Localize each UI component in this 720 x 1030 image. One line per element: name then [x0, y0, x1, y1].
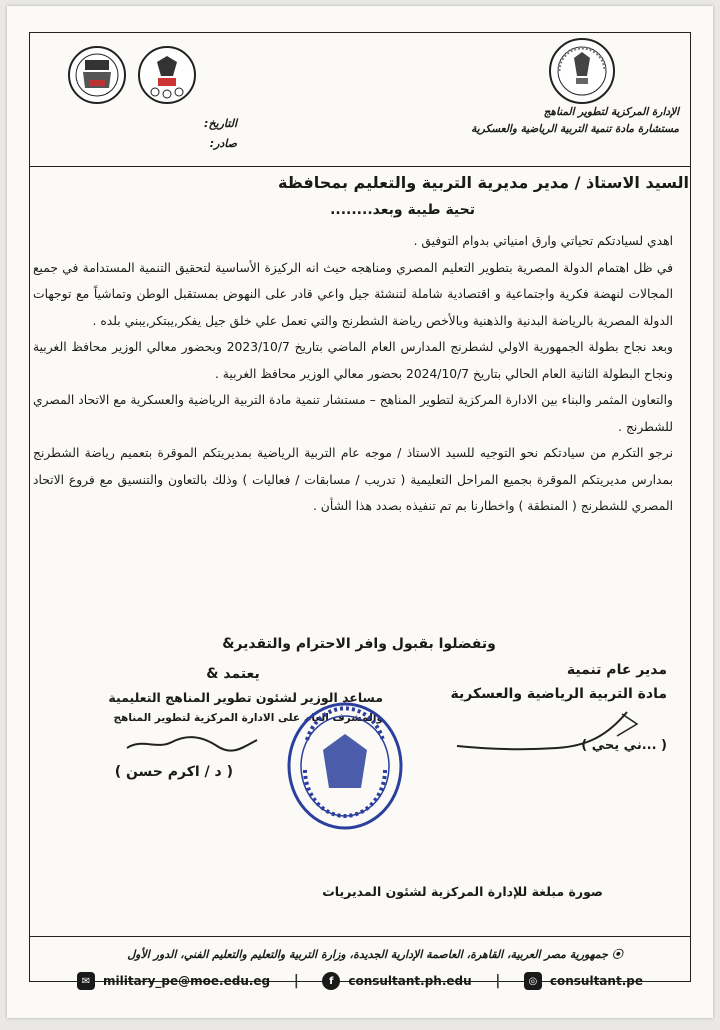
separator: |	[495, 973, 501, 989]
separator: |	[293, 973, 299, 989]
department-name: الإدارة المركزية لتطوير المناهج	[543, 106, 679, 118]
left-signer-name: ( د / اكرم حسن )	[114, 764, 233, 780]
addressee: السيد الاستاذ / مدير مديرية التربية والتعليم بمحافظة	[277, 173, 689, 192]
letter-body	[33, 228, 673, 520]
address-text: جمهورية مصر العربية، القاهرة، العاصمة الإدارية الجديدة، وزارة التربية والتعليم والتعليم الفني، الدور الأول	[127, 948, 608, 961]
facebook-text: consultant.ph.edu	[348, 974, 472, 988]
header-divider	[29, 166, 691, 167]
contact-row	[77, 968, 643, 994]
right-signature-scribble	[437, 706, 647, 766]
footer-divider	[29, 936, 691, 937]
footer-address	[85, 946, 665, 962]
right-signer-title1: مدير عام تنمية	[566, 662, 667, 678]
greeting: تحية طيبة وبعد........	[330, 202, 475, 218]
location-pin-icon: ⦿	[607, 948, 623, 961]
approval-label: يعتمد &	[206, 666, 260, 682]
ministry-seal-logo	[547, 36, 617, 106]
facebook-contact[interactable]	[322, 972, 471, 990]
email-text: military_pe@moe.edu.eg	[103, 974, 271, 988]
education-logo	[139, 47, 195, 103]
header-meta	[117, 114, 237, 154]
email-icon: ✉	[77, 972, 95, 990]
date-label: التاريخ:	[204, 117, 237, 130]
paragraph: اهدي لسيادتكم تحياتي وارق امنياتي بدوام التوفيق .	[413, 234, 673, 248]
right-signer-title2: مادة التربية الرياضية والعسكرية	[450, 686, 667, 702]
official-stamp	[285, 700, 405, 832]
left-signer-title2: والمشرف العام على الادارة المركزية لتطوير المناهج	[113, 712, 383, 724]
outgoing-label: صادر:	[209, 137, 237, 150]
left-signer-title1: مساعد الوزير لشئون تطوير المناهج التعليمية	[108, 690, 383, 705]
consultancy-name: مستشارة مادة تنمية التربية الرياضية والعسكرية	[471, 123, 679, 135]
closing-line: وتفضلوا بقبول وافر الاحترام والتقدير&	[222, 636, 496, 652]
paragraph: والتعاون المثمر والبناء بين الادارة المركزية لتطوير المناهج – مستشار تنمية مادة التربية الرياضية والعسكرية مع الاتحاد المصري للشطرنج .	[33, 393, 673, 434]
paragraph: وبعد نجاح بطولة الجمهورية الاولي لشطرنج المدارس العام الماضي بتاريخ 2023/10/7 وبحضور معالي الوزير محافظ الغربية ونجاح البطولة الثانية العام الحالي بتاريخ 2024/10/7 بحضور معالي الوزير محافظ الغربية .	[33, 340, 673, 381]
paragraph: نرجو التكرم من سيادتكم نحو التوجيه للسيد الاستاذ / موجه عام التربية الرياضية بمديريتكم الموقرة بتعميم رياضة الشطرنج بمدارس مديريتكم الموقرة بجميع المراحل التعليمية ( تدريب / مسابقات / فعاليات ) وذلك بالتعاون والتنسيق مع فروع الاتحاد المصري للشطرنج ( المنطقة ) واخطارنا بم تم تنفيذه بصدد هذا الشأن .	[33, 446, 673, 513]
right-signer-name: ( ...ني يحي )	[581, 738, 667, 753]
header-department	[379, 104, 679, 138]
facebook-icon: f	[322, 972, 340, 990]
email-contact[interactable]	[77, 972, 270, 990]
instagram-contact[interactable]	[524, 972, 643, 990]
left-signature-scribble	[122, 728, 262, 758]
copy-note: صورة مبلغة للإدارة المركزية لشئون المديريات	[322, 884, 603, 899]
paragraph: في ظل اهتمام الدولة المصرية بتطوير التعليم المصري ومناهجه حيث انه الركيزة الأساسية لتحقيق التنمية المستدامة في جميع المجالات لنهضة فكرية واجتماعية و اقتصادية شاملة لتنشئة جيل واعي قادر على النهوض بمستقبل الوطن وتماشياً مع توجهات الدولة المصرية بالرياضة البدنية والذهنية وبالأخص رياضة الشطرنج والتي تعمل علي خلق جيل يفكر,يبتكر,يبني بلده .	[33, 260, 673, 328]
instagram-text: consultant.pe	[549, 974, 643, 988]
ministry-logos	[57, 42, 207, 108]
letter-page	[7, 6, 713, 1018]
instagram-icon: ◎	[524, 972, 542, 990]
ministry-crest-logo	[69, 47, 125, 103]
